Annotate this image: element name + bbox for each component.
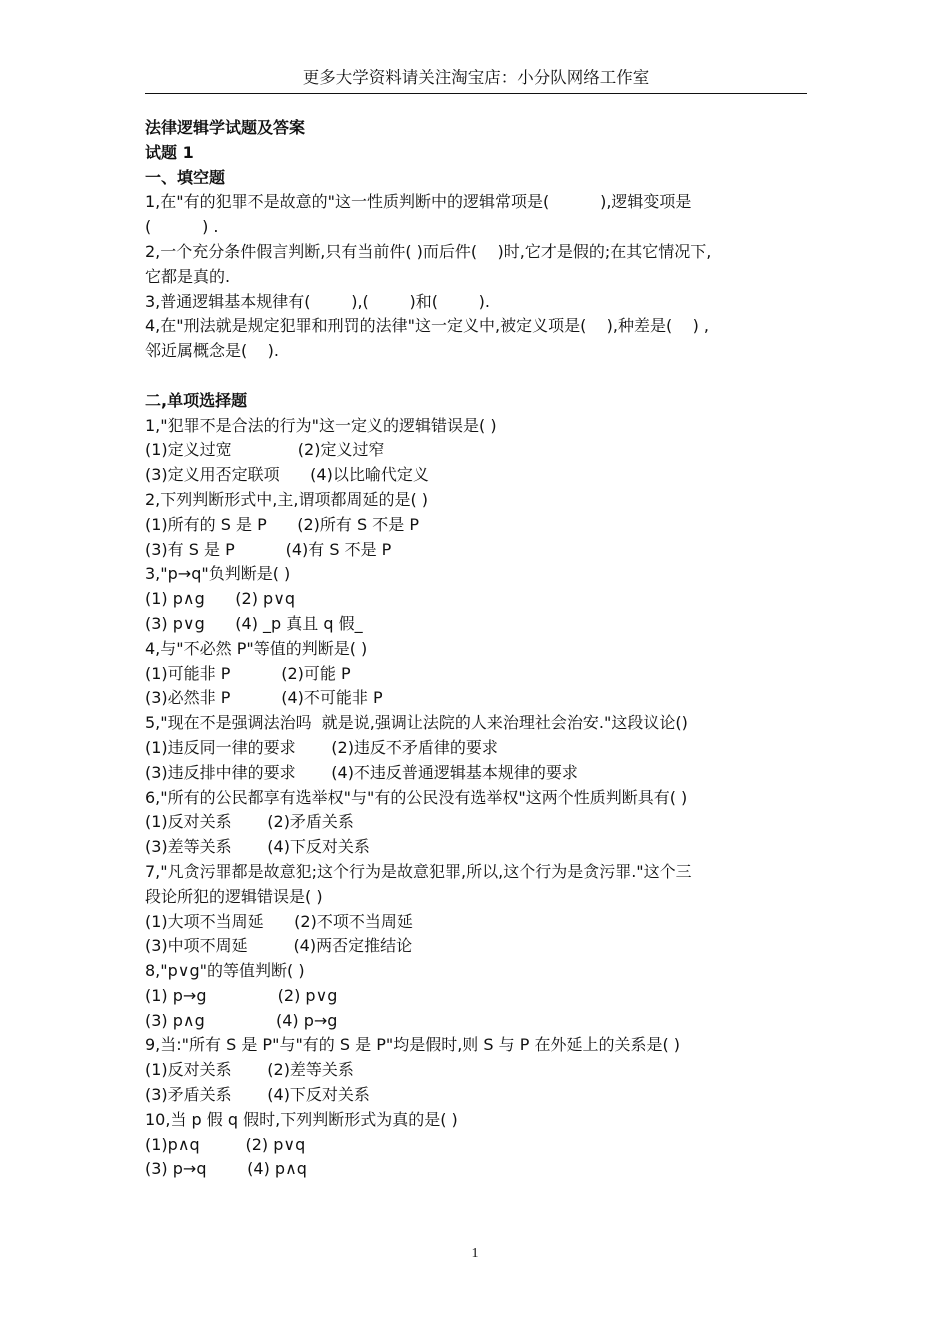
page-number: 1: [471, 1246, 479, 1261]
document-body: [145, 116, 807, 1182]
single-choice-section: [145, 389, 807, 1183]
question-line: 邻近属概念是( ).: [145, 341, 279, 361]
question-line: ( ) .: [145, 217, 219, 237]
option-line: (3)中项不周延 (4)两否定推结论: [145, 936, 413, 956]
option-line: (3) p→q (4) p∧q: [145, 1159, 307, 1179]
question-line: 4,与"不必然 P"等值的判断是( ): [145, 638, 368, 658]
section-heading-fill-blank: 一、填空题: [145, 167, 226, 187]
option-line: (3)矛盾关系 (4)下反对关系: [145, 1085, 370, 1105]
question-line: 1,"犯罪不是合法的行为"这一定义的逻辑错误是( ): [145, 415, 497, 435]
option-line: (1)违反同一律的要求 (2)违反不矛盾律的要求: [145, 737, 498, 757]
option-line: (3) p∨g (4) _p 真且 q 假_: [145, 613, 363, 633]
question-line: 8,"p∨g"的等值判断( ): [145, 961, 305, 981]
option-line: (1)可能非 P (2)可能 P: [145, 663, 351, 683]
question-line: 10,当 p 假 q 假时,下列判断形式为真的是( ): [145, 1109, 458, 1129]
option-line: (3)违反排中律的要求 (4)不违反普通逻辑基本规律的要求: [145, 762, 578, 782]
option-line: (1)反对关系 (2)差等关系: [145, 1060, 354, 1080]
option-line: (3)有 S 是 P (4)有 S 不是 P: [145, 539, 392, 559]
question-line: 4,在"刑法就是规定犯罪和刑罚的法律"这一定义中,被定义项是( ),种差是( ) ,: [145, 316, 709, 336]
option-line: (1)p∧q (2) p∨q: [145, 1134, 306, 1154]
question-line: 3,普通逻辑基本规律有( ),( )和( ).: [145, 291, 490, 311]
document-title: 法律逻辑学试题及答案: [145, 118, 306, 137]
option-line: (1)定义过宽 (2)定义过窄: [145, 440, 385, 460]
question-line: 3,"p→q"负判断是( ): [145, 564, 291, 584]
section-heading-single-choice: 二,单项选择题: [145, 390, 248, 410]
option-line: (3) p∧g (4) p→g: [145, 1010, 338, 1030]
page-header-text: 更多大学资料请关注淘宝店：小分队网络工作室: [302, 68, 650, 87]
question-line: 2,下列判断形式中,主,谓项都周延的是( ): [145, 489, 429, 509]
option-line: (1)大项不当周延 (2)不项不当周延: [145, 911, 413, 931]
option-line: (1) p∧g (2) p∨q: [145, 589, 296, 609]
section-spacer: [145, 364, 807, 389]
question-line: 7,"凡贪污罪都是故意犯;这个行为是故意犯罪,所以,这个行为是贪污罪."这个三: [145, 861, 692, 881]
question-line: 2,一个充分条件假言判断,只有当前件( )而后件( )时,它才是假的;在其它情况下,: [145, 241, 712, 261]
question-line: 6,"所有的公民都享有选举权"与"有的公民没有选举权"这两个性质判断具有( ): [145, 787, 688, 807]
question-line: 段论所犯的逻辑错误是( ): [145, 886, 323, 906]
question-line: 9,当:"所有 S 是 P"与"有的 S 是 P"均是假时,则 S 与 P 在外延上的关系是( ): [145, 1035, 681, 1055]
option-line: (1)反对关系 (2)矛盾关系: [145, 812, 354, 832]
question-line: 1,在"有的犯罪不是故意的"这一性质判断中的逻辑常项是( ),逻辑变项是: [145, 192, 692, 212]
fill-blank-section: [145, 166, 807, 364]
option-line: (3)定义用否定联项 (4)以比喻代定义: [145, 465, 429, 485]
question-line: 5,"现在不是强调法治吗 就是说,强调让法院的人来治理社会治安."这段议论(): [145, 713, 688, 733]
option-line: (1)所有的 S 是 P (2)所有 S 不是 P: [145, 514, 419, 534]
option-line: (1) p→g (2) p∨g: [145, 985, 338, 1005]
exam-title: 试题 1: [145, 142, 194, 162]
header-divider: [145, 93, 807, 94]
option-line: (3)必然非 P (4)不可能非 P: [145, 688, 383, 708]
question-line: 它都是真的.: [145, 266, 231, 286]
option-line: (3)差等关系 (4)下反对关系: [145, 837, 370, 857]
